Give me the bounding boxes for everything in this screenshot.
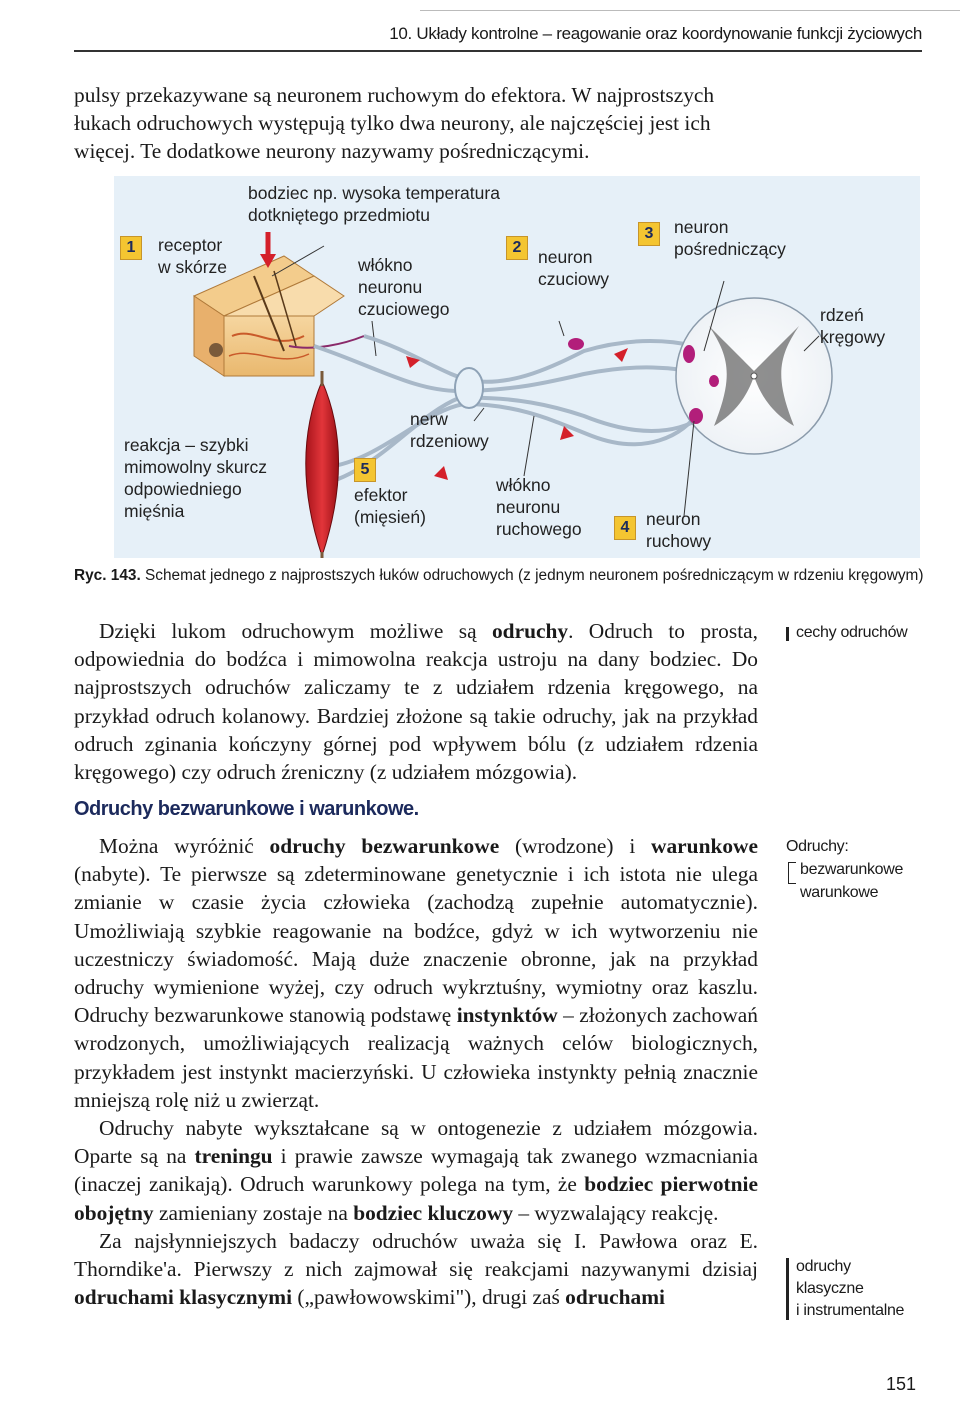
label-motor-neuron: neuron ruchowy [646, 509, 712, 551]
margin-bar-1 [786, 627, 789, 641]
spinal-cord-cross-section [676, 298, 832, 454]
figure-caption [74, 565, 926, 586]
label-effector: efektor (mięsień) [354, 485, 426, 527]
paragraph-researchers: Za najsłynniejszych badaczy odruchów uważa się I. Pawłowa oraz E. Thorndike'a. Pierwszy z nich zajmował się reakcjami nazywanymi dzisiaj odruchami klasycznymi („pawłowowskimi"), drugi zaś odruchami [74, 1228, 758, 1310]
paragraph-unconditioned: Można wyróżnić odruchy bezwarunkowe (wrodzone) i warunkowe (nabyte). Te pierwsze są zdeterminowane genetycznie i ich istota nie ulega zmianie w czasie życia człowieka (zachodzą zupełnie automatycznie). Umożliwiają szybkie reagowanie na bodźce, gdyż w ich wytworzeniu nie uczestniczy świadomość. Mają duże znaczenie obronne, jak na przykład odruchy wymienione wyżej, czy odruch wykrztuśny, wymiotny oraz kaszlu. Odruchy bezwarunkowe stanowią podstawę instynktów – złożonych zachowań wrodzonych, umożliwiających realizacją ważnych celów biologicznych, przykładem jest instynkt macierzyński. U człowieka instynkty pełnią znacznie mniejszą rolę niż u zwierząt. Odruchy nabyte wykształcane są w ontogenezie z udziałem mózgowia. Oparte są na treningu i prawie zawsze wymagają tak zwanego wzmacniania (inaczej zanikają). Odruch warunkowy polega na tym, że bodziec pierwotnie obojętny zamieniany zostaje na bodziec kluczowy – wyzwalający reakcję. Za najsłynniejszych badaczy odruchów uważa się I. Pawłowa oraz E. Thorndike'a. Pierwszy z nich zajmował się reakcjami nazywanymi dzisiaj odruchami klasycznymi („pawłowowskimi"), drugi zaś odruchami [74, 832, 758, 1311]
reflex-arc-figure [114, 176, 920, 558]
badge-2: 2 [506, 236, 528, 260]
margin-note-unconditioned: bezwarunkowe [800, 861, 904, 878]
term-odruchy: odruchy [491, 619, 569, 643]
badge-5: 5 [354, 458, 376, 482]
badge-1: 1 [120, 236, 142, 260]
margin-bracket [788, 862, 796, 884]
spinal-nerve-bundle [455, 368, 483, 408]
running-header: 10. Układy kontrolne – reagowanie oraz koordynowanie funkcji życiowych [389, 24, 922, 43]
intro-text: pulsy przekazywane są neuronem ruchowym do efektora. W najprostszych łukach odruchowych występują tylko dwa neurony, ale najczęściej jest ich więcej. Te dodatkowe neurony nazywamy pośredniczącymi. [74, 83, 715, 164]
muscle-effector [306, 371, 339, 558]
label-stimulus: bodziec np. wysoka temperatura dotkniętego przedmiotu [248, 183, 500, 225]
margin-note-title: Odruchy: [786, 838, 849, 855]
caption-number: Ryc. 143. [74, 567, 141, 584]
label-motor-fiber: włókno neuronu ruchowego [496, 475, 582, 539]
page-number: 151 [886, 1374, 917, 1394]
margin-note-features: cechy odruchów [796, 624, 908, 641]
margin-note-conditioned: warunkowe [800, 884, 879, 901]
paragraph-conditioned: Odruchy nabyte wykształcane są w ontogenezie z udziałem mózgowia. Oparte są na treningu i prawie zawsze wymagają tak zwanego wzmacniania (inaczej zanikają). Odruch warunkowy polega na tym, że bodziec pierwotnie obojętny zamieniany zostaje na bodziec kluczowy – wyzwalający reakcję. [74, 1116, 758, 1225]
label-spinal-cord: rdzeń kręgowy [820, 305, 886, 347]
top-rule [420, 10, 960, 11]
label-receptor: receptor w skórze [158, 235, 228, 277]
badge-3: 3 [638, 222, 660, 246]
intro-paragraph [74, 81, 758, 166]
label-sensory-neuron: neuron czuciowy [538, 247, 609, 289]
badge-4: 4 [614, 516, 636, 540]
section-heading: Odruchy bezwarunkowe i warunkowe. [74, 798, 419, 820]
sensory-neuron-body [568, 338, 584, 350]
label-reaction: reakcja – szybki mimowolny skurcz odpowiedniego mięśnia [124, 435, 267, 521]
label-sensory-fiber: włókno neuronu czuciowego [358, 255, 450, 319]
label-interneuron: neuron pośredniczący [674, 217, 786, 259]
header-rule [74, 50, 922, 52]
margin-bar-3 [786, 1258, 789, 1320]
paragraph-reflexes: Dzięki lukom odruchowym możliwe są odruchy. Odruch to prosta, odpowiednia do bodźca i mimowolna reakcja ustroju na dany bodziec. Do najprostszych odruchów zaliczamy te z udziałem rdzenia kręgowego, na przykład odruch kolanowy. Bardziej złożone są takie odruchy, jak na przykład odruch zginania kończyny górnej pod wpływem bólu (z udziałem rdzenia kręgowego) czy odruch źreniczny (z udziałem mózgowia). [74, 619, 758, 785]
label-spinal-nerve: nerw rdzeniowy [410, 409, 489, 451]
margin-note-classical: odruchy klasyczne i instrumentalne [796, 1258, 905, 1319]
caption-text: Schemat jednego z najprostszych łuków odruchowych (z jednym neuronem pośredniczącym w rdzeniu kręgowym) [145, 567, 924, 584]
